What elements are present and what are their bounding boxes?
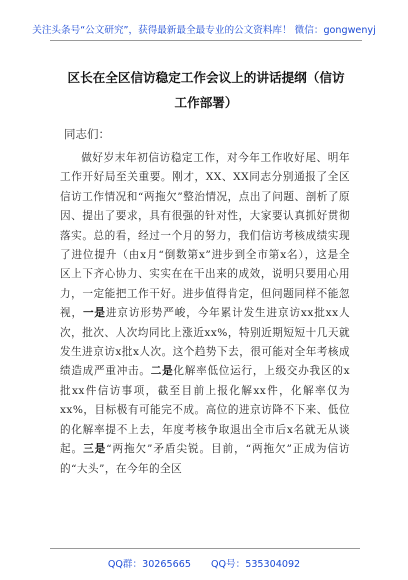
paragraph-text: 做好岁末年初信访稳定工作，对今年工作收好尾、明年工作开好局至关重要。刚才，XX、XX同志分别通报了全区信访工作情况和“两拖欠”整治情况，点出了问题、剖析了原因、提出了要求，具有很强的针对性，大家要认真抓好贯彻落实。总的看，经过一个月的努力，我们信访考核成绩实现了进位提升（由x月“倒数第x”进步到全市第x名），这是全区上下齐心协力、实实在在干出来的成效，说明只要用心用力，一定能把工作干好。进步值得肯定，但问题同样不能忽视， bbox=[60, 152, 350, 320]
point-title: “两拖欠”矛盾尖锐 bbox=[106, 443, 200, 456]
point-marker: 二是 bbox=[150, 365, 174, 378]
point-text: ，今年累计发生进京访xx批xx人次，批次、人次均同比上涨近xx%，特别近期短短十几天就发生进京访x批x人次。这个趋势下去，很可能对全年考核成绩造成严重冲击。 bbox=[60, 307, 350, 378]
footer-divider bbox=[50, 548, 360, 549]
qq-number: QQ号：535304092 bbox=[210, 559, 301, 570]
point-marker: 一是 bbox=[82, 307, 106, 320]
header-note: 关注头条号“公文研究”，获得最新最全最专业的公文资料库！ 微信：gongwenyj bbox=[32, 25, 376, 36]
point-title: 化解率低位运行 bbox=[173, 365, 253, 378]
document-title: 区长在全区信访稳定工作会议上的讲话提纲（信访工作部署） bbox=[67, 70, 345, 110]
point-text: 。目前，“两拖欠”正成为信访的“大头”，在今年的全区 bbox=[60, 443, 350, 475]
salutation: 同志们： bbox=[64, 127, 110, 141]
point-text: ，上级交办我区的x批xx件信访事项，截至目前上报化解xx件，化解率仅为xx%，目标极有可能完不成。高位的进京访降不下来、低位的化解率提不上去，年度考核争取退出全市后x名就无从谈起。 bbox=[60, 365, 350, 456]
body-paragraph bbox=[60, 149, 350, 479]
qq-group: QQ群：30265665 bbox=[107, 559, 191, 570]
footer-contact bbox=[0, 556, 408, 570]
point-title: 进京访形势严峻 bbox=[105, 307, 187, 320]
document-body bbox=[60, 149, 350, 531]
point-marker: 三是 bbox=[83, 443, 107, 456]
header-divider bbox=[50, 40, 362, 41]
